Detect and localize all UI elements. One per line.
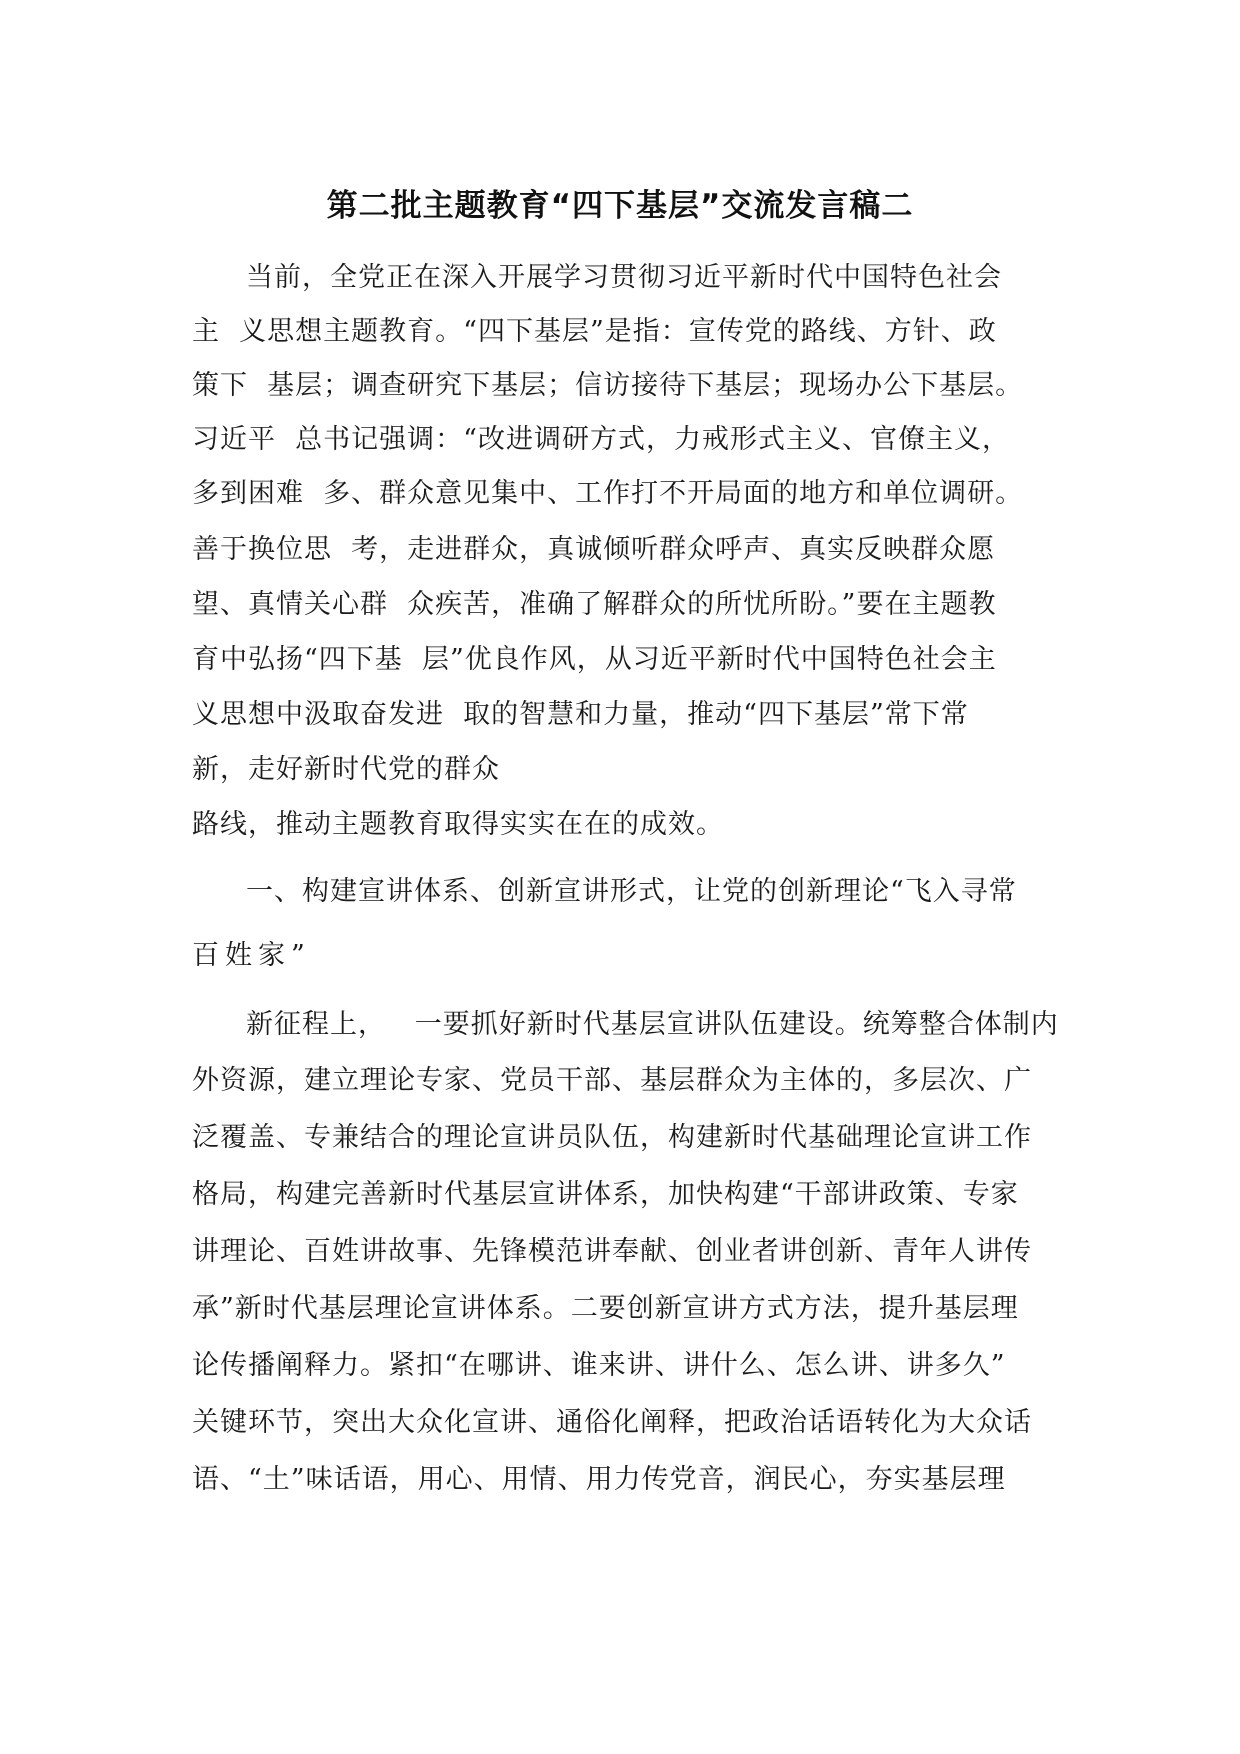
intro-line-6: 善于换位思 考，走进群众，真诚倾听群众呼声、真实反映群众愿 — [192, 534, 996, 565]
intro-line-10: 新，走好新时代党的群众 — [192, 754, 500, 785]
intro-line-8: 育中弘扬“四下基 层”优良作风，从习近平新时代中国特色社会主 — [192, 644, 997, 675]
intro-line-11: 路线，推动主题教育取得实实在在的成效。 — [192, 809, 724, 840]
body-line-9: 语、“土”味话语，用心、用情、用力传党音，润民心，夯实基层理 — [192, 1464, 1006, 1495]
body-line-2: 外资源，建立理论专家、党员干部、基层群众为主体的，多层次、广 — [192, 1065, 1032, 1096]
intro-line-2: 主 义思想主题教育。“四下基层”是指：宣传党的路线、方针、政 — [192, 316, 997, 347]
intro-line-7: 望、真情关心群 众疾苦，准确了解群众的所忧所盼。”要在主题教 — [192, 589, 997, 620]
body-line-3: 泛覆盖、专兼结合的理论宣讲员队伍，构建新时代基础理论宣讲工作 — [192, 1122, 1032, 1153]
intro-line-5: 多到困难 多、群众意见集中、工作打不开局面的地方和单位调研。 — [192, 478, 1024, 509]
section-heading-line-2: 百姓家” — [192, 940, 311, 971]
body-line-4: 格局，构建完善新时代基层宣讲体系，加快构建“干部讲政策、专家 — [192, 1179, 1019, 1210]
body-line-1: 新征程上， 一要抓好新时代基层宣讲队伍建设。统筹整合体制内 — [246, 1009, 1059, 1040]
body-line-8: 关键环节，突出大众化宣讲、通俗化阐释，把政治话语转化为大众话 — [192, 1407, 1032, 1438]
section-heading-line-1: 一、构建宣讲体系、创新宣讲形式，让党的创新理论“飞入寻常 — [246, 876, 1017, 907]
intro-line-4: 习近平 总书记强调：“改进调研方式，力戒形式主义、官僚主义， — [192, 424, 1010, 455]
document-title: 第二批主题教育“四下基层”交流发言稿二 — [326, 188, 914, 224]
body-line-7: 论传播阐释力。紧扣“在哪讲、谁来讲、讲什么、怎么讲、讲多久” — [192, 1350, 1006, 1381]
body-line-5: 讲理论、百姓讲故事、先锋模范讲奉献、创业者讲创新、青年人讲传 — [192, 1236, 1032, 1267]
body-line-6: 承”新时代基层理论宣讲体系。二要创新宣讲方式方法，提升基层理 — [192, 1293, 1019, 1324]
intro-line-9: 义思想中汲取奋发进 取的智慧和力量，推动“四下基层”常下常 — [192, 699, 969, 730]
intro-line-1: 当前，全党正在深入开展学习贯彻习近平新时代中国特色社会 — [246, 262, 1002, 293]
intro-line-3: 策下 基层；调查研究下基层；信访接待下基层；现场办公下基层。 — [192, 370, 1024, 401]
